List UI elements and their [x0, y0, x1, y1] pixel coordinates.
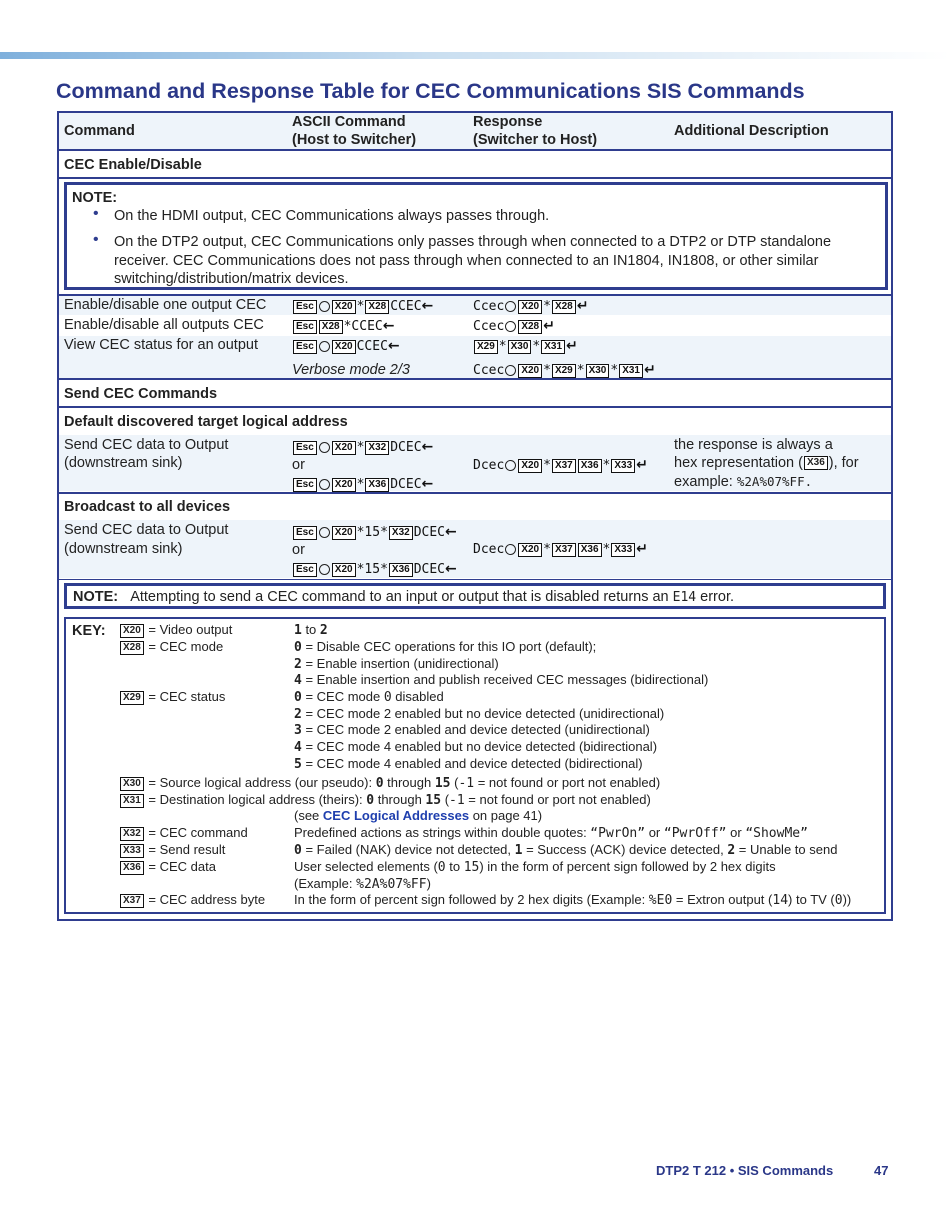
key-code: 0: [294, 640, 302, 655]
ascii-enable-one: [292, 297, 433, 316]
var-x20: X20: [332, 478, 356, 492]
note-bullet-1: On the HDMI output, CEC Communications always passes through.: [114, 208, 550, 224]
key-x32-values: [294, 825, 808, 843]
var-x36: X36: [389, 563, 413, 577]
var-x36: X36: [578, 543, 602, 557]
key-code: “ShowMe”: [745, 826, 808, 841]
var-x31: X31: [619, 364, 643, 378]
desc-text: example:: [674, 474, 737, 490]
note-bullet-2-line3: switching/distribution/matrix devices.: [114, 271, 349, 287]
note-error-text: [73, 588, 734, 607]
enter-arrow-icon: ←: [445, 524, 457, 540]
key-code: 5: [294, 757, 302, 772]
asterisk: *: [343, 319, 352, 334]
key-text: = not found or port not enabled): [474, 775, 661, 790]
var-x32: X32: [365, 441, 389, 455]
return-arrow-icon: ↵: [643, 362, 656, 378]
key-code: 0: [375, 776, 384, 791]
key-text: (: [450, 775, 459, 790]
key-x29-v5: [294, 756, 643, 774]
key-text: = Disable CEC operations for this IO port (default);: [301, 639, 597, 654]
key-text: )): [842, 892, 852, 907]
note-bullet-2-line1: On the DTP2 output, CEC Communications only passes through when connected to a DTP2 or DTP standalone: [114, 234, 832, 250]
enter-arrow-icon: ←: [421, 439, 434, 455]
top-gradient-bar: [0, 52, 950, 59]
return-arrow-icon: ↵: [566, 338, 578, 354]
space-icon: [319, 479, 330, 490]
asterisk: *: [543, 458, 551, 473]
section-rule: [59, 492, 891, 494]
key-text: through: [374, 792, 426, 807]
ascii-view-status: [292, 337, 400, 356]
key-code: 2: [294, 707, 302, 722]
key-x29-v4: [294, 739, 657, 757]
key-text: on page 41): [469, 808, 543, 823]
var-x33: X33: [611, 543, 635, 557]
cmd-text: *15*: [356, 525, 388, 540]
asterisk: *: [543, 542, 551, 557]
footer-page-number: 47: [874, 1163, 889, 1178]
key-desc: = Video output: [144, 622, 233, 637]
var-x36: X36: [120, 861, 144, 875]
key-x29: [119, 689, 225, 706]
section-rule: [59, 177, 891, 179]
space-icon: [319, 527, 330, 538]
header-ascii-line2: (Host to Switcher): [292, 132, 417, 148]
var-x33: X33: [611, 459, 635, 473]
var-x28: X28: [552, 300, 576, 314]
var-x20: X20: [518, 459, 542, 473]
var-x33: X33: [120, 844, 144, 858]
note-box: [64, 182, 888, 290]
key-see-reference: [294, 808, 542, 825]
response-broadcast: [473, 540, 648, 559]
key-code: %2A%07%FF: [356, 877, 427, 892]
cmd-text: CCEC: [390, 299, 422, 314]
error-code: E14: [672, 590, 697, 605]
asterisk: *: [602, 458, 611, 473]
var-x20: X20: [332, 300, 356, 314]
var-x20: X20: [518, 300, 542, 314]
send-label-line2: (downstream sink): [64, 455, 183, 471]
return-arrow-icon: ↵: [576, 298, 589, 314]
key-desc: = CEC status: [144, 689, 226, 704]
key-text: = Enable insertion (unidirectional): [301, 656, 499, 671]
key-code: 0: [383, 690, 392, 705]
var-x36: X36: [365, 478, 389, 492]
key-x28: [119, 639, 223, 656]
return-arrow-icon: ↵: [636, 457, 648, 473]
key-text: In the form of percent sign followed by 2 hex digits (Example:: [294, 892, 649, 907]
section-send-cec: Send CEC Commands: [64, 386, 218, 402]
var-x29: X29: [120, 691, 144, 705]
key-text: to: [445, 859, 464, 874]
var-x28: X28: [319, 320, 343, 334]
response-enable-one: [473, 297, 588, 316]
asterisk: *: [532, 339, 541, 354]
section-cec-enable: CEC Enable/Disable: [64, 157, 202, 173]
broadcast-label-line2: (downstream sink): [64, 541, 183, 557]
space-icon: [505, 365, 516, 376]
var-x29: X29: [474, 340, 498, 354]
page-title: Command and Response Table for CEC Communications SIS Commands: [56, 79, 805, 103]
var-x31: X31: [541, 340, 565, 354]
row-label-view-status: View CEC status for an output: [64, 337, 258, 353]
var-x20: X20: [518, 543, 542, 557]
resp-text: Ccec: [473, 363, 505, 378]
var-x20: X20: [332, 340, 356, 354]
key-text: = Enable insertion and publish received CEC messages (bidirectional): [301, 672, 709, 687]
key-desc: = CEC command: [144, 825, 248, 840]
ascii-broadcast-2: [292, 560, 457, 579]
space-icon: [319, 341, 330, 352]
key-text: = Extron output (: [672, 892, 773, 907]
resp-text: Dcec: [473, 458, 505, 473]
or-separator: or: [292, 457, 305, 473]
send-label-line1: Send CEC data to Output: [64, 437, 229, 453]
var-x36: X36: [804, 456, 828, 470]
space-icon: [319, 301, 330, 312]
esc-key-icon: Esc: [293, 300, 317, 314]
key-code: 0: [437, 860, 446, 875]
key-code: -1: [458, 776, 475, 791]
key-code: 1: [514, 843, 523, 858]
row-label-enable-one: Enable/disable one output CEC: [64, 297, 267, 313]
ascii-send-default-1: [292, 438, 433, 457]
asterisk: *: [356, 440, 365, 455]
key-heading: KEY:: [72, 623, 106, 639]
section-rule: [59, 378, 891, 380]
asterisk: *: [356, 477, 365, 492]
key-x37-values: [294, 892, 851, 910]
asterisk: *: [543, 363, 551, 378]
key-code: 2: [319, 623, 328, 638]
var-x30: X30: [508, 340, 532, 354]
key-code: %E0: [648, 893, 673, 908]
desc-example-code: %2A%07%FF.: [736, 474, 813, 489]
subsection-broadcast: Broadcast to all devices: [64, 499, 231, 515]
key-text: disabled: [391, 689, 444, 704]
key-x37: [119, 892, 265, 909]
key-text: = Unable to send: [735, 842, 838, 857]
cmd-text: CCEC: [351, 319, 383, 334]
cec-logical-addresses-link[interactable]: CEC Logical Addresses: [322, 808, 470, 823]
key-x30: [119, 775, 660, 793]
key-code: “PwrOn”: [590, 826, 646, 841]
cmd-text: DCEC: [390, 477, 422, 492]
key-code: 14: [772, 893, 789, 908]
var-x28: X28: [518, 320, 542, 334]
key-x33-values: [294, 842, 837, 860]
var-x30: X30: [120, 777, 144, 791]
key-desc: = Send result: [144, 842, 226, 857]
header-response-line2: (Switcher to Host): [473, 132, 598, 148]
desc-text: hex representation (: [674, 455, 803, 471]
key-code: 3: [294, 723, 302, 738]
var-x36: X36: [578, 459, 602, 473]
var-x37: X37: [120, 894, 144, 908]
subsection-default-target: Default discovered target logical address: [64, 414, 348, 430]
var-x31: X31: [120, 794, 144, 808]
enter-arrow-icon: ←: [387, 338, 400, 354]
desc-text: ), for: [828, 455, 859, 471]
bullet-icon: •: [93, 231, 99, 248]
var-x20: X20: [332, 526, 356, 540]
key-x29-v1: [294, 689, 444, 707]
section-rule: [59, 579, 891, 580]
response-view-status: [473, 337, 578, 356]
broadcast-label-line1: Send CEC data to Output: [64, 522, 229, 538]
key-x33: [119, 842, 225, 859]
cmd-text: DCEC: [413, 562, 446, 577]
note-error-box: [64, 583, 886, 609]
var-x20: X20: [518, 364, 542, 378]
key-text: = CEC mode 4 enabled but no device detected (bidirectional): [301, 739, 658, 754]
key-code: -1: [449, 793, 465, 808]
key-x29-v3: [294, 722, 650, 740]
key-text: ) to TV (: [788, 892, 835, 907]
response-enable-all: [473, 317, 555, 336]
asterisk: *: [543, 299, 551, 314]
var-x32: X32: [389, 526, 413, 540]
key-code: 0: [294, 843, 302, 858]
note-heading: NOTE:: [73, 589, 119, 605]
key-text: to: [301, 622, 320, 637]
var-x30: X30: [586, 364, 610, 378]
esc-key-icon: Esc: [293, 563, 317, 577]
var-x37: X37: [552, 459, 576, 473]
esc-key-icon: Esc: [293, 441, 317, 455]
key-text: or: [645, 825, 664, 840]
footer-document-title: DTP2 T 212 • SIS Commands: [656, 1163, 834, 1178]
space-icon: [505, 460, 516, 471]
header-rule: [59, 149, 891, 151]
key-code: 0: [294, 690, 302, 705]
desc-line1: the response is always a: [674, 437, 833, 453]
key-x36-v1: [294, 859, 776, 877]
key-x20: [119, 622, 232, 639]
var-x20: X20: [332, 563, 356, 577]
esc-key-icon: Esc: [293, 340, 317, 354]
key-code: 2: [294, 657, 302, 672]
verbose-mode-label: Verbose mode 2/3: [292, 362, 410, 378]
row-label-enable-all: Enable/disable all outputs CEC: [64, 317, 264, 333]
key-text: (Example:: [294, 876, 357, 891]
ascii-broadcast-1: [292, 523, 457, 542]
key-text: = CEC mode: [301, 689, 384, 704]
key-code: 4: [294, 740, 302, 755]
key-code: 1: [294, 623, 302, 638]
key-code: 0: [834, 893, 843, 908]
esc-key-icon: Esc: [293, 526, 317, 540]
key-text: = CEC mode 2 enabled and device detected (unidirectional): [301, 722, 650, 737]
key-text: ) in the form of percent sign followed by 2 hex digits: [479, 859, 776, 874]
asterisk: *: [576, 363, 585, 378]
note-text: Attempting to send a CEC command to an input or output that is disabled returns an: [130, 589, 673, 605]
enter-arrow-icon: ←: [382, 318, 395, 334]
var-x32: X32: [120, 827, 144, 841]
return-arrow-icon: ↵: [636, 541, 648, 557]
key-text: = Destination logical address (theirs):: [144, 792, 367, 807]
space-icon: [319, 442, 330, 453]
header-command: Command: [64, 123, 135, 139]
key-text: = not found or port not enabled): [464, 792, 651, 807]
key-code: “PwrOff”: [663, 826, 727, 841]
key-text: User selected elements (: [294, 859, 438, 874]
space-icon: [505, 544, 516, 555]
esc-key-icon: Esc: [293, 478, 317, 492]
var-x29: X29: [552, 364, 576, 378]
key-code: 15: [463, 860, 480, 875]
key-text: = Success (ACK) device detected,: [522, 842, 728, 857]
bullet-icon: •: [93, 205, 99, 222]
var-x37: X37: [552, 543, 576, 557]
key-desc: = CEC mode: [144, 639, 224, 654]
resp-text: Ccec: [473, 299, 505, 314]
response-send-default: [473, 456, 648, 475]
key-text: = CEC mode 2 enabled but no device detected (unidirectional): [301, 706, 665, 721]
var-x20: X20: [332, 441, 356, 455]
cmd-text: *15*: [356, 562, 388, 577]
key-x20-values: [294, 622, 328, 640]
key-code: 15: [434, 776, 451, 791]
return-arrow-icon: ↵: [543, 318, 555, 334]
var-x28: X28: [120, 641, 144, 655]
asterisk: *: [602, 542, 611, 557]
enter-arrow-icon: ←: [421, 298, 434, 314]
key-text: through: [383, 775, 435, 790]
asterisk: *: [356, 299, 365, 314]
note-heading: NOTE:: [72, 190, 118, 206]
key-x36: [119, 859, 216, 876]
key-text: = Source logical address (our pseudo):: [144, 775, 376, 790]
key-text: (: [441, 792, 450, 807]
cmd-text: CCEC: [356, 339, 388, 354]
cmd-text: DCEC: [413, 525, 446, 540]
esc-key-icon: Esc: [293, 320, 317, 334]
key-text: or: [726, 825, 746, 840]
resp-text: Ccec: [473, 319, 505, 334]
or-separator: or: [292, 542, 305, 558]
asterisk: *: [610, 363, 619, 378]
header-response-line1: Response: [473, 114, 543, 130]
key-text: = CEC mode 4 enabled and device detected (bidirectional): [301, 756, 643, 771]
key-x32: [119, 825, 248, 842]
key-text: (see: [294, 808, 323, 823]
key-text: = Failed (NAK) device not detected,: [301, 842, 515, 857]
section-rule: [59, 406, 891, 408]
key-desc: = CEC address byte: [144, 892, 266, 907]
cmd-text: DCEC: [390, 440, 422, 455]
key-code: 0: [366, 793, 375, 808]
var-x20: X20: [120, 624, 144, 638]
key-code: 4: [294, 673, 302, 688]
enter-arrow-icon: ←: [421, 476, 434, 492]
key-text: ): [426, 876, 431, 891]
key-code: 15: [425, 793, 442, 808]
key-text: Predefined actions as strings within double quotes:: [294, 825, 591, 840]
resp-text: Dcec: [473, 542, 505, 557]
note-text: error.: [696, 589, 735, 605]
ascii-enable-all: [292, 317, 394, 336]
header-description: Additional Description: [674, 123, 829, 139]
asterisk: *: [498, 339, 507, 354]
note-bullet-2-line2: receiver. CEC Communications does not pass through when connected to an IN1804, IN1808, or other similar: [114, 253, 819, 269]
key-code: 2: [727, 843, 736, 858]
space-icon: [319, 564, 330, 575]
desc-line3: [674, 473, 812, 491]
key-x28-v3: [294, 672, 708, 690]
space-icon: [505, 321, 516, 332]
var-x28: X28: [365, 300, 389, 314]
key-desc: = CEC data: [144, 859, 216, 874]
header-ascii-line1: ASCII Command: [292, 114, 406, 130]
enter-arrow-icon: ←: [445, 561, 457, 577]
space-icon: [505, 301, 516, 312]
desc-line2: [674, 454, 859, 472]
key-x28-v1: [294, 639, 596, 657]
